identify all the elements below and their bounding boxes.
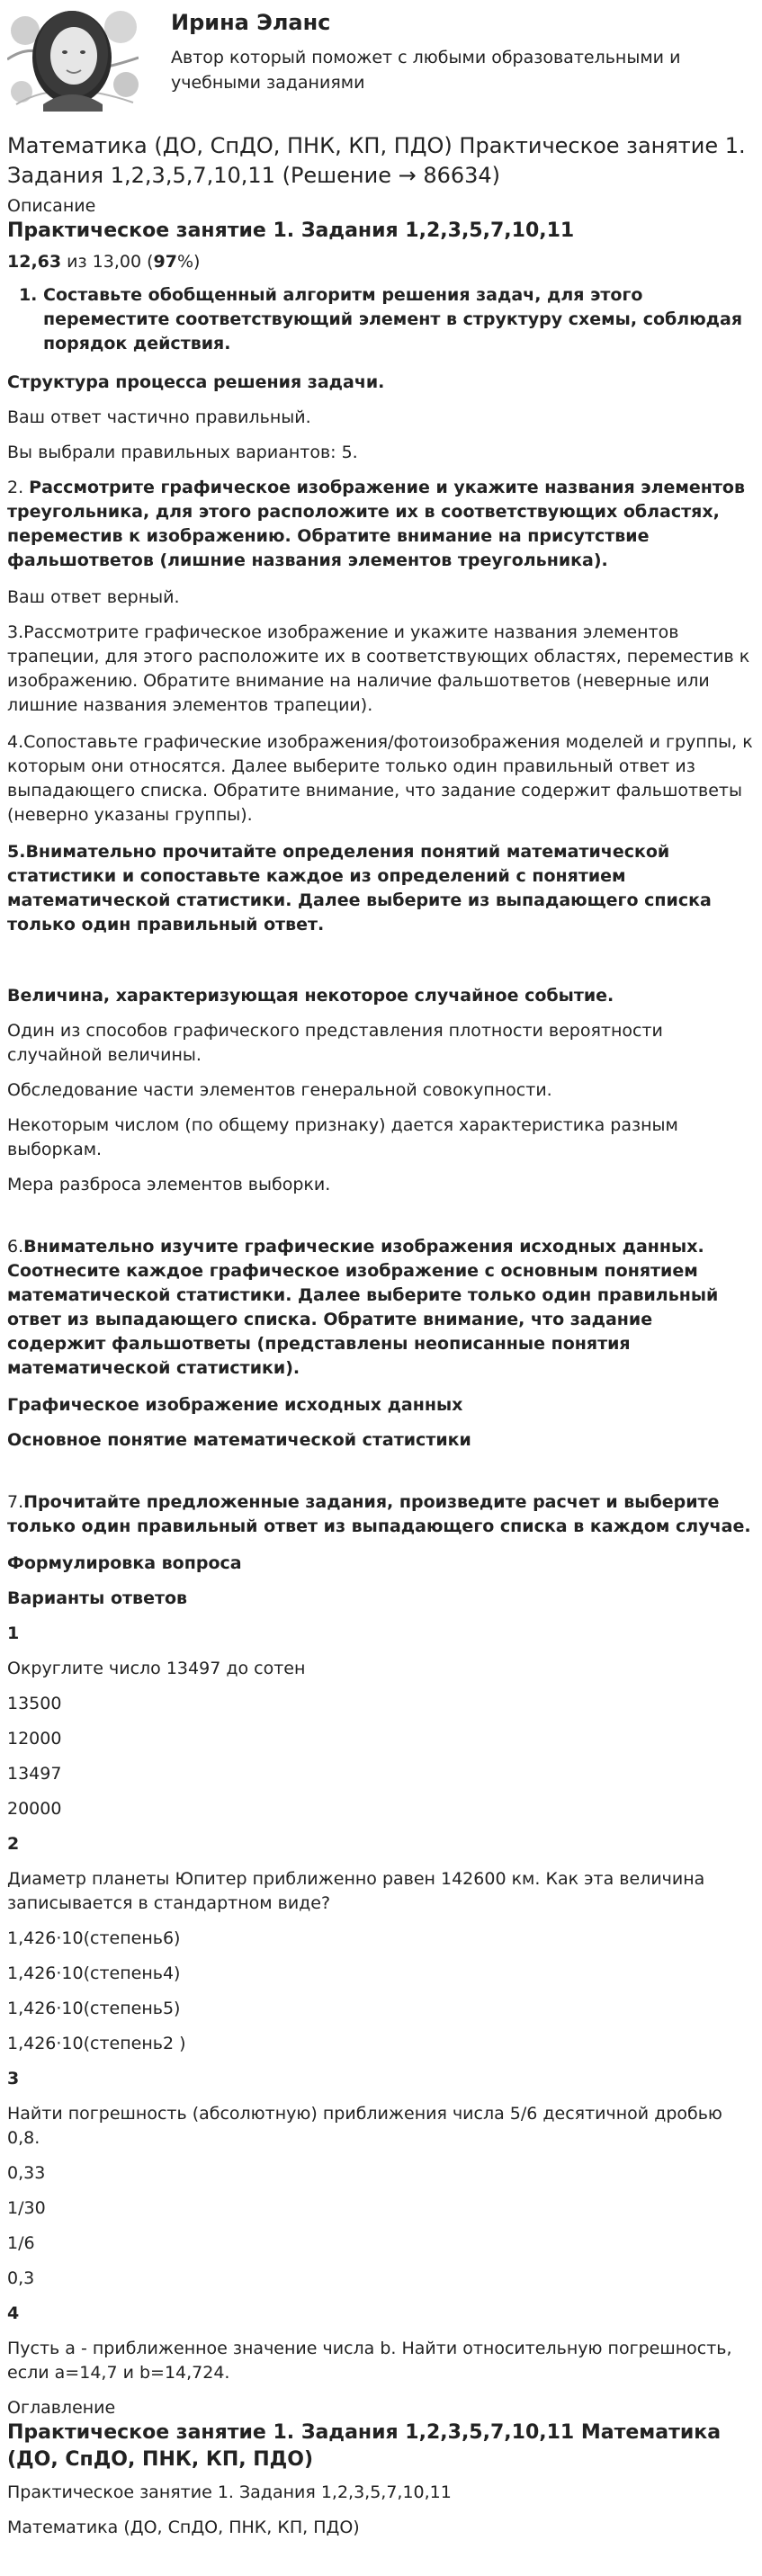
q5-item-2: Обследование части элементов генеральной совокупности. <box>7 1080 552 1100</box>
toc-title: Практическое занятие 1. Задания 1,2,3,5,7,10,11 Математика (ДО, СпДО, ПНК, КП, ПДО) <box>7 2421 722 2471</box>
q1-structure: Структура процесса решения задачи. <box>7 372 385 392</box>
question-2 <box>7 476 753 573</box>
question-4: 4.Сопоставьте графические изображения/фотоизображения моделей и группы, к которым они относятся. Далее выберите только один правильный ответ из выпадающего списка. Обратите внимание, что задание содержит фальшответы (неверно указаны группы). <box>7 732 753 825</box>
q6-column-1: Графическое изображение исходных данных <box>7 1395 463 1415</box>
task-option: 1,426·10(степень4) <box>7 1963 181 1983</box>
author-description: Автор который поможет с любыми образовательными и учебными заданиями <box>171 48 681 93</box>
question-1-text: 1. Составьте обобщенный алгоритм решения задач, для этого переместите соответствующий элемент в структуру схемы, соблюдая порядок действия. <box>43 283 753 356</box>
score-line <box>7 250 753 274</box>
task-question: Найти погрешность (абсолютную) приближения числа 5/6 десятичной дробью 0,8. <box>7 2104 722 2148</box>
task-number: 3 <box>7 2069 20 2089</box>
task-option: 0,33 <box>7 2163 46 2183</box>
q7-column-1: Формулировка вопроса <box>7 1553 242 1573</box>
q6-number: 6. <box>7 1237 24 1257</box>
task-option: 1/30 <box>7 2198 46 2218</box>
question-6 <box>7 1235 753 1381</box>
q7-column-2: Варианты ответов <box>7 1588 188 1608</box>
q1-correct-count: Вы выбрали правильных вариантов: 5. <box>7 443 358 462</box>
task-option: 13497 <box>7 1764 62 1784</box>
score-close: %) <box>176 252 201 272</box>
toc-item[interactable]: Математика (ДО, СпДО, ПНК, КП, ПДО) <box>7 2518 360 2537</box>
q5-item-3: Некоторым числом (по общему признаку) дается характеристика разным выборкам. <box>7 1115 678 1159</box>
task-question: Диаметр планеты Юпитер приближенно равен 142600 км. Как эта величина записывается в стандартном виде? <box>7 1869 705 1913</box>
task-option: 12000 <box>7 1729 62 1749</box>
task-question: Пусть a - приближенное значение числа b. Найти относительную погрешность, если a=14,7 и b=14,724. <box>7 2339 732 2383</box>
task-option: 1,426·10(степень6) <box>7 1928 181 1948</box>
task-question: Округлите число 13497 до сотен <box>7 1659 306 1678</box>
q1-answer-status: Ваш ответ частично правильный. <box>7 407 311 427</box>
q2-text: Рассмотрите графическое изображение и укажите названия элементов треугольника, для этого расположите их в соответствующих областях, переместив к изображению. Обратите внимание на присутствие фальшответов (лишние названия элементов треугольника). <box>7 478 746 570</box>
q6-text: Внимательно изучите графические изображения исходных данных. Соотнесите каждое графическое изображение с основным понятием математической статистики. Далее выберите только один правильный ответ из выпадающего списка. Обратите внимание, что задание содержит фальшответы (представлены неописанные понятия математической статистики). <box>7 1237 719 1378</box>
score-percent: 97 <box>153 252 177 272</box>
q7-text: Прочитайте предложенные задания, произведите расчет и выберите только один правильный ответ из выпадающего списка в каждом случае. <box>7 1492 751 1536</box>
toc-label: Оглавление <box>7 2398 116 2418</box>
q5-item-0: Величина, характеризующая некоторое случайное событие. <box>7 986 614 1006</box>
question-5: 5.Внимательно прочитайте определения понятий математической статистики и сопоставьте каждое из определений с понятием математической статистики. Далее выберите из выпадающего списка только один правильный ответ. <box>7 842 712 935</box>
q2-number: 2. <box>7 478 30 497</box>
q5-item-1: Один из способов графического представления плотности вероятности случайной величины. <box>7 1021 663 1065</box>
task-number: 4 <box>7 2303 20 2323</box>
task-option: 1,426·10(степень2 ) <box>7 2034 186 2053</box>
author-avatar[interactable] <box>7 5 139 112</box>
q2-answer-status: Ваш ответ верный. <box>7 587 180 607</box>
q5-item-4: Мера разброса элементов выборки. <box>7 1175 331 1194</box>
task-number: 2 <box>7 1834 20 1854</box>
document-title: Математика (ДО, СпДО, ПНК, КП, ПДО) Практическое занятие 1. Задания 1,2,3,5,7,10,11 (Решение → 86634) <box>7 133 746 188</box>
q6-column-2: Основное понятие математической статистики <box>7 1430 471 1450</box>
score-of: из 13,00 ( <box>67 252 154 272</box>
task-number: 1 <box>7 1623 20 1643</box>
author-name[interactable]: Ирина Эланс <box>171 10 331 35</box>
task-option: 0,3 <box>7 2268 35 2288</box>
question-7 <box>7 1490 753 1539</box>
author-card <box>7 0 753 119</box>
description-label: Описание <box>7 196 96 216</box>
q7-number: 7. <box>7 1492 24 1512</box>
task-option: 1/6 <box>7 2233 35 2253</box>
question-3: 3.Рассмотрите графическое изображение и укажите названия элементов трапеции, для этого расположите их в соответствующих областях, переместив к изображению. Обратите внимание на наличие фальшответов (неверные или лишние названия элементов трапеции). <box>7 622 750 715</box>
task-option: 1,426·10(степень5) <box>7 1999 181 2018</box>
question-1-list <box>7 283 753 356</box>
description-heading: Практическое занятие 1. Задания 1,2,3,5,7,10,11 <box>7 219 575 242</box>
task-option: 20000 <box>7 1799 62 1819</box>
score-value: 12,63 <box>7 252 62 272</box>
task-option: 13500 <box>7 1694 62 1713</box>
toc-item[interactable]: Практическое занятие 1. Задания 1,2,3,5,7,10,11 <box>7 2482 452 2502</box>
